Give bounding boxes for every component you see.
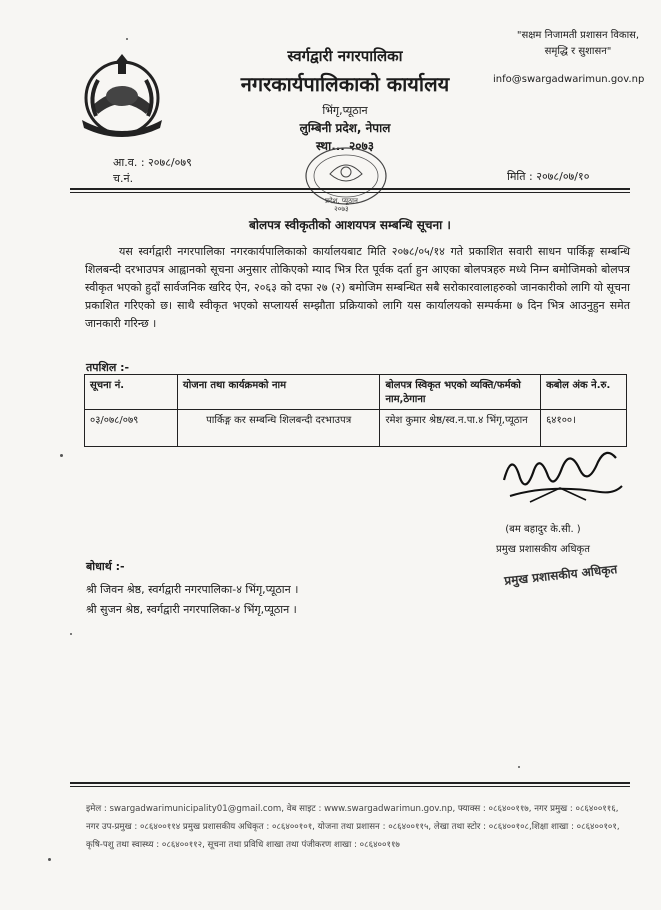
scan-speck: [48, 858, 51, 861]
cc-title: बोधार्थ :-: [86, 560, 125, 573]
scan-speck: [60, 454, 63, 457]
motto: [498, 28, 658, 60]
organization-header: [200, 46, 490, 155]
nepal-emblem-icon: [72, 50, 172, 142]
scan-speck: [70, 633, 72, 635]
signatory-seal-text: प्रमुख प्रशासकीय अधिकृत: [503, 562, 618, 588]
details-label: तपशिल :-: [86, 361, 130, 374]
award-table: [84, 374, 627, 447]
header-divider-thin: [70, 192, 630, 193]
motto-line-1: "सक्षम निजामती प्रशासन विकास,: [516, 30, 640, 41]
established-line: स्था... २०७३: [315, 139, 375, 153]
signatory-title: प्रमुख प्रशासकीय अधिकृत: [496, 544, 590, 555]
reference-block: [113, 155, 192, 187]
header-bid-amount: कबोल अंक ने.रु.: [541, 375, 627, 410]
notice-body: यस स्वर्गद्वारी नगरपालिका नगरकार्यपालिकाको कार्यालयबाट मिति २०७८/०५/१४ गते प्रकाशित सवारी साधन पार्किङ्ग सम्बन्धि शिलबन्दी दरभाउपत्र आह्वानको सूचना अनुसार तोकिएको म्याद भित्र रित पूर्वक दर्ता हुन आएका बोलपत्रहरु मध्ये निम्न बमोजिमको बोलपत्र स्वीकृत भएको हुदाँ सार्वजनिक खरिद ऐन, २०६३ को दफा २७ (२) बमोजिम सम्बन्धित सबै सरोकारवालाहरुको जानकारीको लागि यो सूचना प्रकाशित गरिएको छ। साथै स्वीकृत भएको सप्लायर्स सम्झौता प्रक्रियाको लागि यस कार्यालयको सम्पर्कमा ७ दिन भित्र आउनुहुन समेत जानकारी गरिन्छ ।: [85, 245, 630, 330]
header-project-name: योजना तथा कार्यक्रमको नाम: [177, 375, 380, 410]
motto-line-2: समृद्धि र सुशासन": [544, 46, 612, 57]
header-divider: [70, 188, 630, 190]
fiscal-year: आ.व. : २०७८/०७९: [113, 156, 192, 169]
scan-speck: [518, 766, 520, 768]
header-awardee: बोलपत्र स्विकृत भएको व्यक्ति/फर्मको नाम,ठेगाना: [380, 375, 541, 410]
header-notice-no: सूचना नं.: [85, 375, 178, 410]
stamp-line-1: प्रदेश, प्यूठान: [325, 197, 358, 205]
district-line: भिंगृ,प्यूठान: [322, 104, 368, 117]
cell-awardee: रमेश कुमार श्रेष्ठ/स्व.न.पा.४ भिंगृ,प्यूठान: [380, 410, 541, 447]
cell-bid-amount: ६४१००।: [541, 410, 627, 447]
cell-project-name: पार्किङ्ग कर सम्बन्धि शिलबन्दी दरभाउपत्र: [177, 410, 380, 447]
province-line: लुम्बिनी प्रदेश, नेपाल: [299, 121, 391, 135]
scan-speck: [126, 38, 128, 40]
letter-date: मिति : २०७८/०७/१०: [507, 170, 590, 183]
office-name: नगरकार्यपालिकाको कार्यालय: [240, 72, 450, 96]
footer-divider: [70, 782, 630, 784]
footer-divider-thin: [70, 786, 630, 787]
signatory-name: (बम बहादुर के.सी. ): [505, 524, 581, 535]
cc-recipient-1: श्री जिवन श्रेष्ठ, स्वर्गद्वारी नगरपालिका-४ भिंगृ,प्यूठान ।: [86, 583, 299, 596]
notice-subject: बोलपत्र स्वीकृतीको आशयपत्र सम्बन्धि सूचना ।: [249, 218, 451, 232]
header-email: info@swargadwarimun.gov.np: [493, 74, 645, 85]
municipality-name: स्वर्गद्वारी नगरपालिका: [287, 47, 403, 65]
signature-icon: [490, 440, 630, 508]
cell-notice-no: ०३/०७८/०७९: [85, 410, 178, 447]
stamp-line-2: २०७३: [334, 205, 349, 213]
dispatch-number: च.नं.: [113, 172, 134, 185]
table-header-row: [85, 375, 627, 410]
stamp-text: [325, 197, 358, 213]
contact-footer: इमेल : swargadwarimunicipality01@gmail.com, वेब साइट : www.swargadwarimun.gov.np, फ्याक्स : ०८६४००११७, नगर प्रमुख : ०८६४००११६, नगर उप-प्रमुख : ०८६४००११४ प्रमुख प्रशासकीय अधिकृत : ०८६४००१०१, योजना तथा प्रशासन : ०८६४००११५, लेखा तथा स्टोर : ०८६४००१०८,शिक्षा शाखा : ०८६४००१०१, कृषि-पशु तथा स्वास्थ्य : ०८६४००११२, सूचना तथा प्रविधि शाखा तथा पंजीकरण शाखा : ०८६४००११७: [86, 804, 620, 850]
signatory-block: [478, 520, 608, 560]
cc-recipient-2: श्री सुजन श्रेष्ठ, स्वर्गद्वारी नगरपालिका-४ भिंगृ,प्यूठान ।: [86, 603, 297, 616]
